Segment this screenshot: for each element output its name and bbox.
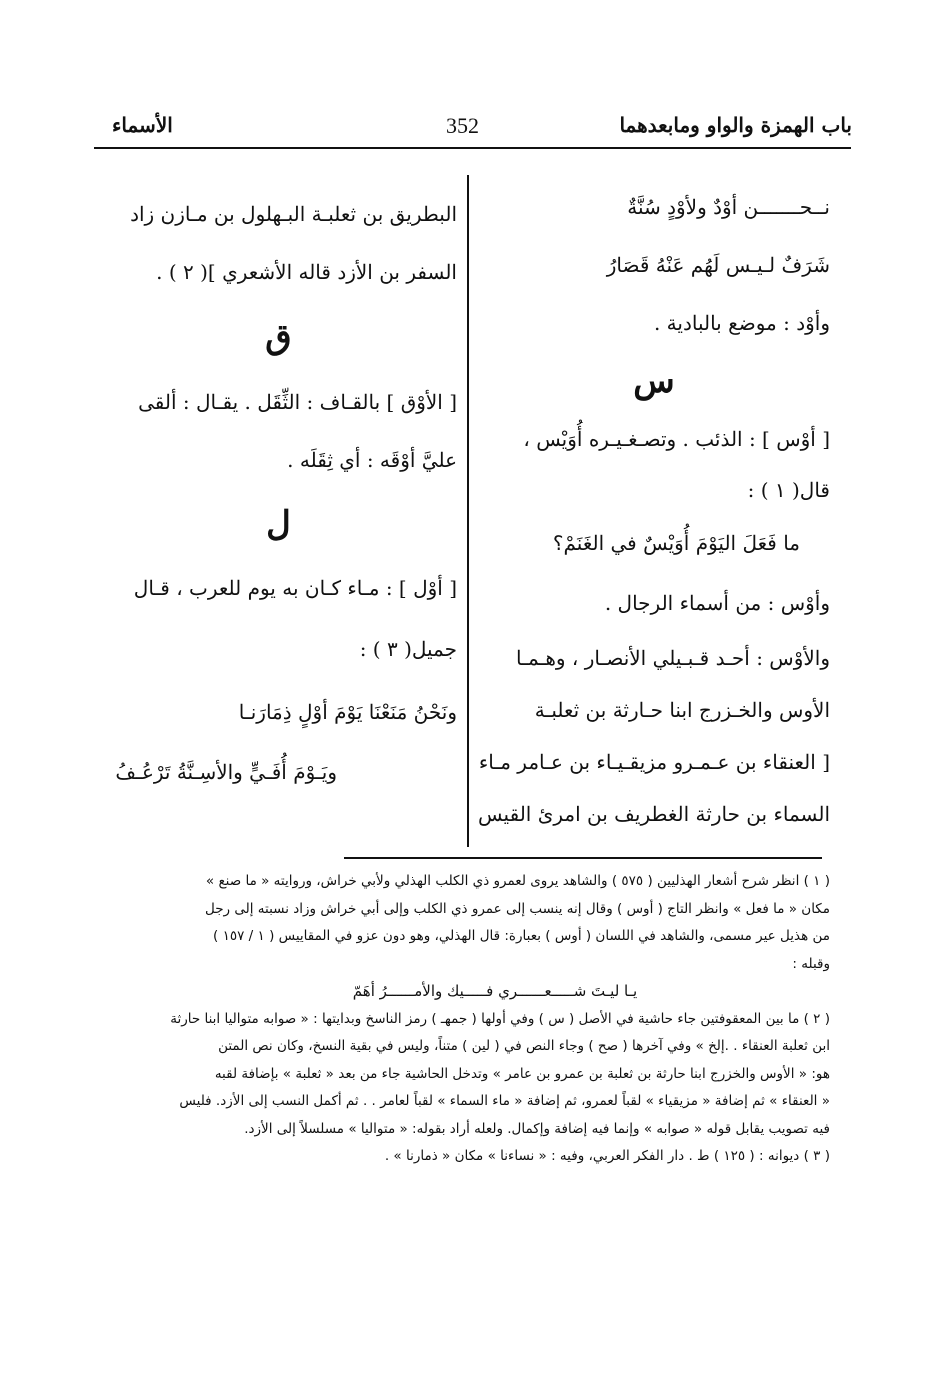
- footnote-line: هو: « الأوس والخزرج ابنا حارثة بن ثعلبة بن عمرو بن عامر » وتدخل الحاشية جاء من بعد « ثعلبة » بإضافة لقبه: [214, 1065, 830, 1082]
- footnotes: [100, 868, 830, 1171]
- footnote-rule: [344, 857, 822, 859]
- verse-line: ونَحْنُ مَنَعْنَا يَوْمَ أوْلٍ ذِمَارَنـا: [238, 700, 457, 724]
- attribution: قال( ١ ) :: [747, 478, 830, 502]
- verse-line: شَرَفٌ لـيـس لَهُم عَنْهُ قَصَارُ: [606, 253, 830, 277]
- attribution: جميل( ٣ ) :: [359, 637, 457, 661]
- entry-awq: [ الأوْق ] بالقـاف : الثِّقَل . يقـال : ألقى: [138, 390, 457, 414]
- column-divider: [467, 175, 469, 847]
- section-letter-seen: س: [633, 361, 675, 401]
- running-head-left: الأسماء: [112, 113, 173, 137]
- left-column: [100, 185, 457, 801]
- footnote-verse: يـا ليـتَ شـــــعــــــري فـــــيك والأمــــــرُ أهَمّ: [352, 982, 638, 1000]
- text-line: والأوْس : أحـد قـبـيلي الأنصـار ، وهـمـا: [515, 646, 830, 670]
- footnote-line: ابن ثعلبة العنقاء . .إلخ » وفي آخرها ( صح ) وجاء النص في ( لين ) متناً، وليس في بقية النسخ، وكان نص المتن: [218, 1038, 830, 1054]
- definition-awd: وأوْد : موضع بالبادية .: [653, 311, 830, 335]
- footnote-line: مكان « ما فعل » وانظر التاج ( أوس ) وقال إنه ينسب إلى عمرو ذي الكلب وإلى أبي خراش وزاد نسبته إلى رجل: [204, 900, 830, 917]
- footnote-line: فيه تصويب يقابل قوله « صوابه » وإنما فيه إضافة وإكمال. ولعله أراد بقوله: « متواليا » مسلسلاً إلى الأزد.: [244, 1120, 830, 1137]
- definition-aws-name: وأوْس : من أسماء الرجال .: [604, 591, 830, 615]
- footnote-1: ( ١ ) انظر شرح أشعار الهذليين ( ٥٧٥ ) والشاهد يروى لعمرو ذي الكلب الهذلي ولأبي خراش، وروايته « ما صنع »: [205, 873, 830, 889]
- footnote-line: من هذيل عير مسمى، والشاهد في اللسان ( أوس ) بعبارة: قال الهذلي، وهو دون عزو في المقاييس ( ١ / ١٥٧ ): [213, 928, 830, 944]
- text-line: السفر بن الأزد قاله الأشعري ]( ٢ ) .: [156, 260, 457, 284]
- entry-awl: [ أوْل ] : مـاء كـان به يوم للعرب ، قـال: [133, 576, 457, 600]
- verse-line: نــحـــــــن أوْدٌ ولأوْدٍ سُنَّةٌ: [627, 195, 830, 219]
- text-line: [ العنقاء بن عـمـرو مزيقـيـاء بن عـامر مـاء: [478, 750, 830, 774]
- header-rule: [94, 147, 851, 149]
- section-letter-lam: ل: [266, 504, 291, 544]
- page-number: 352: [446, 113, 479, 138]
- verse-line: ويَـوْمَ أُفَـيٍّ والأسِـنَّةُ تَرْعُـفُ: [115, 760, 337, 784]
- entry-aws: [ أوْس ] : الذئب . وتصـغـيـره أُوَيْس ،: [523, 427, 830, 451]
- text-line: البطريق بن ثعلبـة البـهلول بن مـازن زاد: [130, 202, 457, 226]
- right-column: [478, 178, 830, 840]
- footnote-3: ( ٣ ) ديوانه : ( ١٢٥ ) ط . دار الفكر العربي، وفيه : « نساءنا » مكان « ذمارنا » .: [384, 1148, 830, 1164]
- verse-line: ما فَعَلَ اليَوْمَ أُوَيْسٌ في الغَنَمْ؟: [552, 531, 800, 555]
- text-line: السماء بن حارثة الغطريف بن امرئ القيس: [478, 802, 830, 826]
- footnote-2: ( ٢ ) ما بين المعقوفتين جاء حاشية في الأصل ( س ) وفي أولها ( جمهـ ) رمز الناسخ وبدايتها : « صوابه متواليا ابنا حارثة: [170, 1010, 830, 1027]
- footnote-line: « العنقاء » ثم إضافة « مزيقياء » لقباً لعمرو، ثم إضافة « ماء السماء » لقباً لعامر . . ثم أكمل النسب إلى الأزد. فليس: [179, 1093, 830, 1109]
- text-line: الأوس والخـزرج ابنا حـارثة بن ثعلبـة: [534, 698, 830, 722]
- footnote-line: وقبله :: [792, 955, 830, 972]
- section-letter-qaf: ق: [265, 317, 292, 357]
- running-head-right: باب الهمزة والواو ومابعدهما: [619, 113, 852, 137]
- text-line: عليَّ أوْقَه : أي ثِقَلَه .: [287, 448, 457, 472]
